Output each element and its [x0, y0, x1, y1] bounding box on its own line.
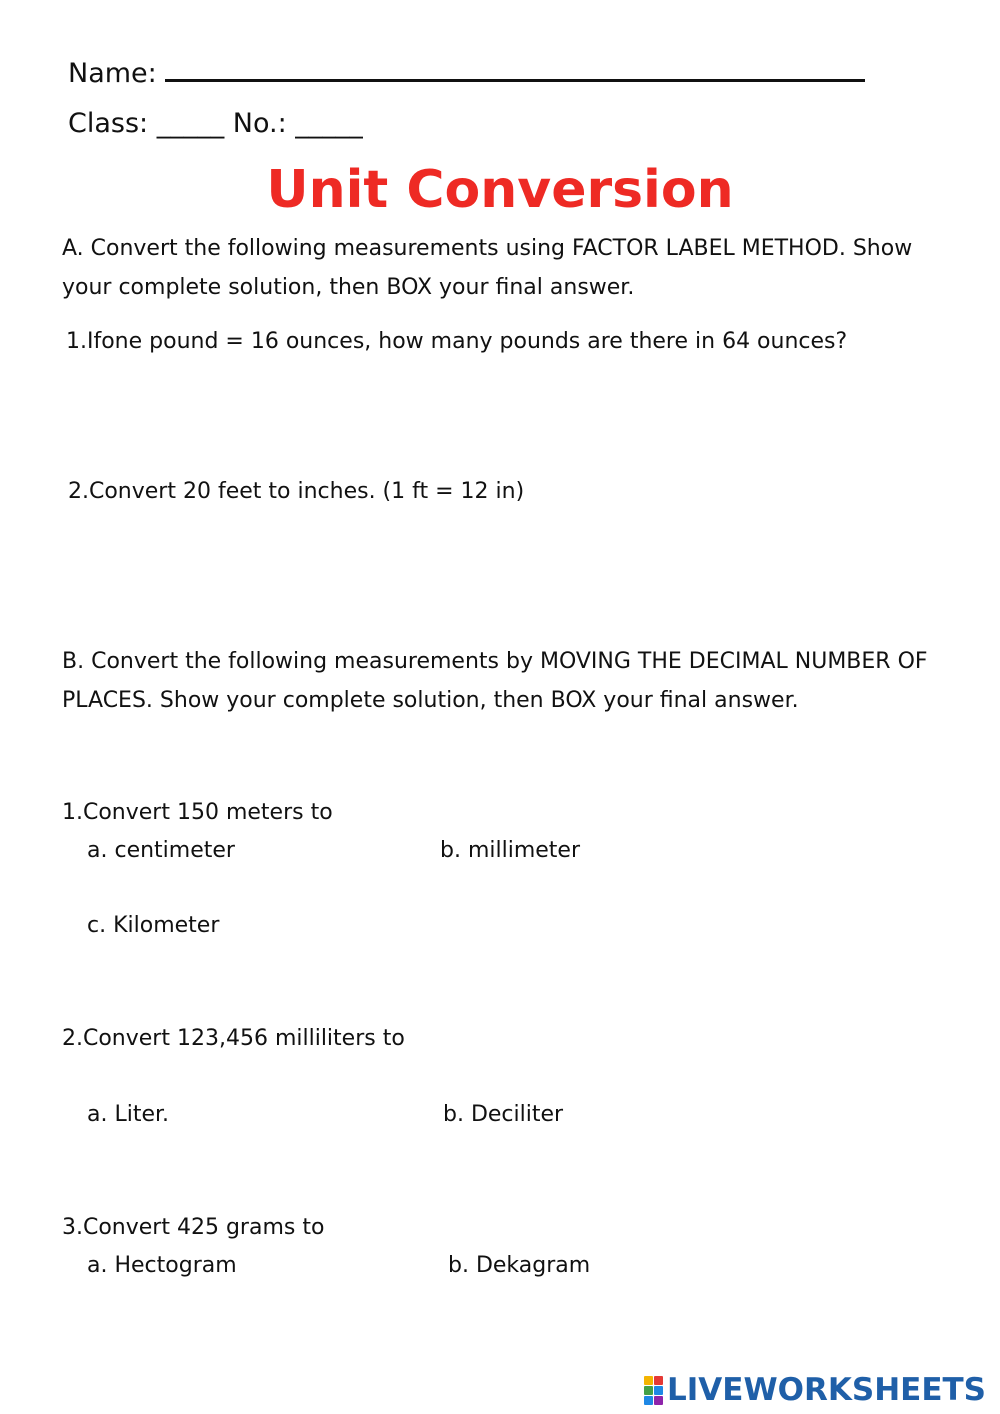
section-a-instruction-line2: your complete solution, then BOX your final answer. [62, 275, 635, 300]
liveworksheets-logo[interactable] [644, 1372, 986, 1408]
section-b-instruction-line2: PLACES. Show your complete solution, then BOX your final answer. [62, 688, 799, 713]
section-b-q2-option-a: a. Liter. [87, 1102, 170, 1127]
section-b-q3-option-b: b. Dekagram [448, 1253, 591, 1278]
section-b-q1-option-c: c. Kilometer [87, 913, 220, 938]
name-label: Name: [68, 58, 157, 89]
page-title: Unit Conversion [266, 160, 734, 220]
name-row [68, 58, 865, 89]
liveworksheets-logo-text: LIVEWORKSHEETS [667, 1372, 986, 1408]
section-b-instruction-line1: B. Convert the following measurements by MOVING THE DECIMAL NUMBER OF [62, 649, 928, 674]
liveworksheets-logo-icon [644, 1376, 663, 1405]
section-b-q2-option-b: b. Deciliter [443, 1102, 564, 1127]
name-blank-line[interactable] [165, 59, 865, 82]
section-b-q1-option-a: a. centimeter [87, 838, 235, 863]
section-a-question-1: 1.Ifone pound = 16 ounces, how many pounds are there in 64 ounces? [66, 329, 848, 354]
section-b-q1-option-b: b. millimeter [440, 838, 581, 863]
class-number-row: Class: _____ No.: _____ [68, 108, 363, 139]
section-a-instruction-line1: A. Convert the following measurements using FACTOR LABEL METHOD. Show [62, 236, 913, 261]
section-b-question-2: 2.Convert 123,456 milliliters to [62, 1026, 405, 1051]
section-b-q3-option-a: a. Hectogram [87, 1253, 237, 1278]
section-a-question-2: 2.Convert 20 feet to inches. (1 ft = 12 in) [68, 479, 525, 504]
section-b-question-3: 3.Convert 425 grams to [62, 1215, 325, 1240]
section-b-question-1: 1.Convert 150 meters to [62, 800, 333, 825]
